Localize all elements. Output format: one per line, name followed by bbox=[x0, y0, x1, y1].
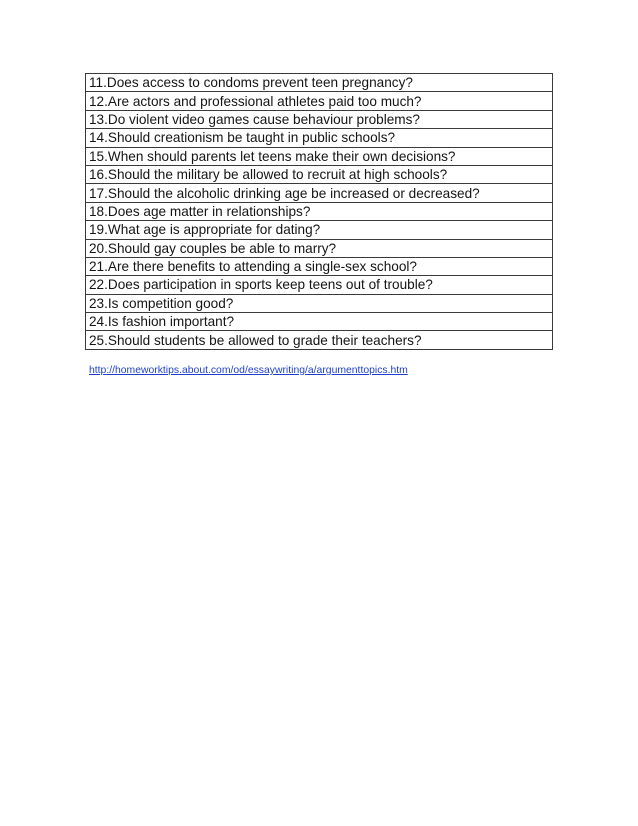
topic-cell: 16.Should the military be allowed to recruit at high schools? bbox=[86, 165, 553, 183]
table-row bbox=[86, 110, 553, 128]
topic-cell: 11.Does access to condoms prevent teen pregnancy? bbox=[86, 74, 553, 92]
topic-cell: 13.Do violent video games cause behaviour problems? bbox=[86, 110, 553, 128]
table-row bbox=[86, 92, 553, 110]
topic-cell: 22.Does participation in sports keep teens out of trouble? bbox=[86, 276, 553, 294]
source-link[interactable]: http://homeworktips.about.com/od/essaywriting/a/argumenttopics.htm bbox=[89, 365, 408, 376]
table-row bbox=[86, 331, 553, 349]
table-row bbox=[86, 313, 553, 331]
topic-cell: 24.Is fashion important? bbox=[86, 313, 553, 331]
topic-cell: 20.Should gay couples be able to marry? bbox=[86, 239, 553, 257]
topic-cell: 12.Are actors and professional athletes paid too much? bbox=[86, 92, 553, 110]
table-row bbox=[86, 239, 553, 257]
table-row bbox=[86, 276, 553, 294]
topic-cell: 18.Does age matter in relationships? bbox=[86, 202, 553, 220]
topics-table bbox=[85, 73, 553, 350]
table-row bbox=[86, 257, 553, 275]
topic-cell: 23.Is competition good? bbox=[86, 294, 553, 312]
table-row bbox=[86, 74, 553, 92]
table-row bbox=[86, 294, 553, 312]
table-row bbox=[86, 165, 553, 183]
table-row bbox=[86, 202, 553, 220]
table-row bbox=[86, 129, 553, 147]
topic-cell: 15.When should parents let teens make their own decisions? bbox=[86, 147, 553, 165]
table-row bbox=[86, 147, 553, 165]
topic-cell: 25.Should students be allowed to grade their teachers? bbox=[86, 331, 553, 349]
topic-cell: 14.Should creationism be taught in public schools? bbox=[86, 129, 553, 147]
topic-cell: 19.What age is appropriate for dating? bbox=[86, 221, 553, 239]
table-row bbox=[86, 184, 553, 202]
table-row bbox=[86, 221, 553, 239]
topic-cell: 21.Are there benefits to attending a single-sex school? bbox=[86, 257, 553, 275]
topic-cell: 17.Should the alcoholic drinking age be increased or decreased? bbox=[86, 184, 553, 202]
